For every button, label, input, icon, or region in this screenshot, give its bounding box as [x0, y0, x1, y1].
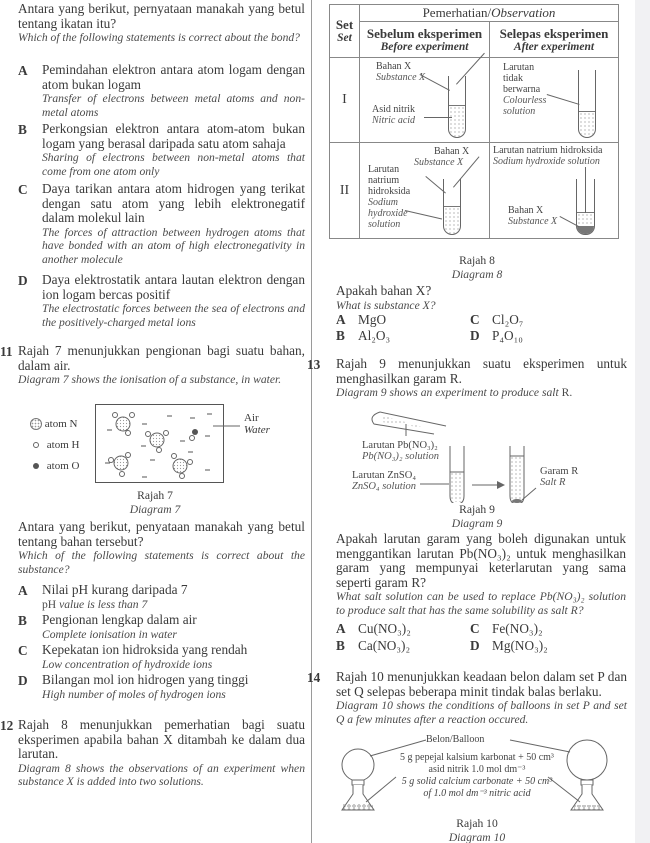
reagent-label: 5 g pepejal kalsium karbonat + 50 cm³ asid nitrik 1.0 mol dm⁻³ 5 g solid calcium carbonate + 50 cm³ of 1.0 mol dm⁻³ nitric acid — [400, 752, 554, 799]
spatula-icon — [456, 53, 485, 85]
option-formula: Ca(NO₃)₂ — [358, 638, 411, 653]
caption-ms: Rajah 8 — [459, 254, 495, 267]
option-formula: Al₂O₃ — [358, 328, 391, 343]
option-text-en: Transfer of electrons between metal atoms and non-metal atoms — [42, 92, 305, 119]
q13-intro: 13 Rajah 9 menunjukkan suatu eksperimen untuk menghasilkan garam R. Diagram 9 shows an experiment to produce salt R. — [307, 356, 627, 399]
option-text-ms: Bilangan mol ion hidrogen yang tinggi — [42, 672, 249, 687]
header-after: Selepas eksperimen After experiment — [490, 22, 619, 58]
caption-ms: Rajah 9 — [459, 503, 495, 516]
caption-ms: Rajah 10 — [456, 817, 498, 830]
q13-intro-en: Diagram 9 shows an experiment to produce salt — [336, 386, 559, 399]
q13-intro-ms: Rajah 9 menunjukkan suatu eksperimen untuk menghasilkan garam R. — [336, 356, 627, 386]
q13-option-d[interactable]: D Mg(NO₃)₂ — [470, 638, 548, 653]
option-formula: Mg(NO₃)₂ — [492, 638, 548, 653]
option-text-en: The forces of attraction between hydrogen atoms that have bonded with an atom of high electronegativity in another molecule — [42, 225, 305, 266]
pouring-tube-icon — [372, 412, 446, 436]
option-formula: Cl₂O₇ — [492, 312, 524, 327]
diagram-7 — [30, 404, 290, 484]
q11-stem-ms: Antara yang berikut, penyataan manakah yang betul tentang bahan tersebut? — [18, 519, 305, 549]
q11-intro-ms: Rajah 7 menunjukkan pengionan bagi suatu bahan, dalam air. — [18, 343, 305, 373]
atom-h-icon — [33, 442, 39, 448]
option-text-en-prefix: pH — [42, 597, 57, 611]
q11-intro — [0, 344, 305, 387]
q11-option-b[interactable] — [18, 613, 305, 641]
test-tube-icon — [510, 446, 524, 503]
before-cell: Bahan X Substance X Asid nitrik Nitric acid — [360, 58, 490, 143]
option-text-ms: Perkongsian elektron antara atom-atom bukan logam yang berasal daripada satu atom sahaja — [42, 121, 305, 151]
caption-ms: Rajah 7 — [137, 489, 173, 502]
q13-option-a[interactable]: A Cu(NO₃)₂ — [336, 621, 411, 636]
flask-p-icon — [342, 749, 374, 810]
ion-cluster — [109, 453, 131, 477]
legend-label: atom N — [44, 418, 78, 430]
question-number: 11 — [0, 344, 13, 359]
option-formula: Cu(NO₃)₂ — [358, 621, 411, 636]
after-cell: Larutan natrium hidroksida Sodium hydroxide solution Bahan X Substance X — [490, 143, 619, 239]
table-row — [330, 143, 619, 239]
table-row — [330, 58, 619, 143]
header-observation: Pemerhatian/Observation — [360, 5, 619, 22]
flask-q-icon — [567, 740, 607, 810]
test-tube-icon — [578, 70, 596, 138]
q12-option-d[interactable]: D P₄O₁₀ — [470, 328, 523, 343]
legend-atom-h — [30, 435, 79, 456]
test-tube-icon — [450, 446, 464, 503]
q10-stem-en: Which of the following statements is correct about the bond? — [18, 31, 300, 44]
option-formula: P₄O₁₀ — [492, 328, 523, 343]
q12-stem — [336, 284, 626, 312]
q13-option-c[interactable]: C Fe(NO₃)₂ — [470, 621, 543, 636]
question-number: 13 — [307, 357, 321, 372]
zn-label-ms: Larutan ZnSO₄ — [352, 470, 417, 481]
q10-option-b[interactable] — [18, 122, 305, 178]
water-label-ms: Air — [244, 412, 259, 424]
salt-label-en: Salt R — [540, 477, 566, 488]
option-text-en: High number of moles of hydrogen ions — [42, 687, 226, 701]
option-letter: C — [18, 643, 28, 658]
q12-intro — [0, 718, 305, 789]
precipitate — [577, 226, 594, 234]
option-formula: MgO — [358, 312, 387, 327]
viewer-side-panel — [635, 0, 650, 843]
q13-stem-en: What salt solution can be used to replace Pb(NO₃)₂ solution to produce salt that has the same solubility as salt R? — [336, 590, 626, 617]
arrow-icon — [472, 481, 505, 489]
q13-option-b[interactable]: B Ca(NO₃)₂ — [336, 638, 411, 653]
legend-label: atom H — [46, 439, 80, 451]
after-cell: Larutan tidak berwarna Colourless solution — [490, 58, 619, 143]
q12-intro-en: Diagram 8 shows the observations of an experiment when substance X is added into two solutions. — [18, 761, 305, 788]
q12-intro-ms: Rajah 8 menunjukkan pemerhatian bagi suatu eksperimen apabila bahan X ditambah ke dalam dua larutan. — [18, 717, 305, 761]
test-tube-icon — [448, 76, 466, 138]
option-letter: D — [18, 673, 28, 688]
q12-option-a[interactable]: A MgO — [336, 312, 387, 327]
header-before: Sebelum eksperimen Before experiment — [360, 22, 490, 58]
option-text-en: Low concentration of hydroxide ions — [42, 657, 213, 671]
option-letter: A — [18, 63, 28, 78]
option-text-en: value is less than 7 — [56, 597, 148, 611]
q11-stem-en: Which of the following statements is correct about the substance? — [18, 549, 305, 576]
option-letter: B — [18, 122, 27, 137]
balloon-label: Belon/Balloon — [426, 734, 485, 745]
q12-stem-ms: Apakah bahan X? — [336, 283, 432, 298]
q13-stem — [336, 532, 626, 617]
option-letter: C — [18, 182, 28, 197]
legend-atom-o — [30, 456, 79, 477]
q11-stem — [18, 520, 305, 576]
option-text-ms: Daya tarikan antara atom hidrogen yang terikat dengan satu atom yang lebih elektronegatif dalam molekul lain — [42, 181, 305, 225]
ion-cluster — [146, 431, 169, 453]
q10-option-a[interactable] — [18, 63, 305, 119]
option-text-ms: Pengionan lengkap dalam air — [42, 612, 197, 627]
set-label: I — [330, 58, 360, 143]
diagram-10-caption — [412, 818, 542, 843]
option-text-ms: Daya elektrostatik antara lautan elektron dengan ion logam bercas positif — [42, 272, 305, 302]
option-letter: A — [18, 583, 28, 598]
question-number: 12 — [0, 718, 14, 733]
q12-option-c[interactable]: C Cl₂O₇ — [470, 312, 524, 327]
q11-option-a[interactable] — [18, 583, 305, 611]
caption-en: Diagram 10 — [448, 830, 506, 843]
atom-n-icon — [30, 418, 42, 430]
legend-atom-n — [30, 414, 79, 435]
diagram-8-table — [329, 4, 619, 239]
diagram-7-caption — [90, 490, 220, 516]
q11-intro-en: Diagram 7 shows the ionisation of a substance, in water. — [18, 373, 282, 386]
option-text-ms: Pemindahan elektron antara atom logam dengan atom bukan logam — [42, 62, 305, 92]
option-letter: D — [18, 273, 28, 288]
q10-stem — [18, 2, 305, 45]
legend-label: atom O — [46, 460, 80, 472]
ion-cluster — [113, 413, 135, 436]
q14-intro-ms: Rajah 10 menunjukkan keadaan belon dalam set P dan set Q selepas beberapa minit tindak balas berlaku. — [336, 669, 627, 699]
caption-en: Diagram 7 — [129, 502, 181, 516]
ion-cluster — [172, 454, 193, 479]
q10-option-d[interactable] — [18, 273, 305, 329]
caption-en: Diagram 8 — [451, 267, 503, 281]
q14-intro — [307, 670, 627, 726]
header-set: Set Set — [330, 5, 360, 58]
salt-label-ms: Garam R — [540, 466, 579, 477]
diagram-9 — [322, 408, 627, 503]
option-letter: B — [18, 613, 27, 628]
question-number: 14 — [307, 670, 321, 685]
caption-en: Diagram 9 — [451, 516, 503, 530]
zn-label-en: ZnSO₄ solution — [352, 481, 417, 492]
q10-stem-ms: Antara yang berikut, pernyataan manakah yang betul tentang ikatan itu? — [18, 1, 305, 31]
q13-stem-ms: Apakah larutan garam yang boleh digunakan untuk menggantikan larutan Pb(NO₃)₂ untuk menghasilkan garam yang mempunyai keterlarutan yang sama seperti garam R? — [336, 531, 626, 590]
atom-o-icon — [33, 463, 39, 469]
q12-option-b[interactable]: B Al₂O₃ — [336, 328, 391, 343]
test-tube-icon — [443, 179, 461, 235]
set-label: II — [330, 143, 360, 239]
option-text-ms: Nilai pH kurang daripada 7 — [42, 582, 188, 597]
pb-label-ms: Larutan Pb(NO₃)₂ — [362, 440, 438, 451]
option-text-en: Complete ionisation in water — [42, 627, 177, 641]
q12-stem-en: What is substance X? — [336, 298, 436, 312]
hydroxide-ion — [190, 429, 199, 441]
q14-intro-en: Diagram 10 shows the conditions of balloons in set P and set Q a few minutes after a reaction occured. — [336, 699, 627, 726]
diagram-10 — [322, 732, 627, 812]
option-text-ms: Kepekatan ion hidroksida yang rendah — [42, 642, 248, 657]
diagram-8-caption — [412, 255, 542, 281]
diagram-9-caption — [412, 504, 542, 530]
before-cell: Bahan X Substance X Larutan natrium hidroksida Sodium hydroxide solution — [360, 143, 490, 239]
option-text-en: Sharing of electrons between non-metal atoms that come from one atom only — [42, 151, 305, 178]
q11-option-d[interactable] — [18, 673, 305, 701]
pb-label-en: Pb(NO₃)₂ solution — [362, 451, 440, 462]
q10-option-c[interactable] — [18, 182, 305, 266]
water-label-en: Water — [244, 424, 270, 436]
q11-option-c[interactable] — [18, 643, 305, 671]
option-text-en: The electrostatic forces between the sea of electrons and the positively-charged metal ions — [42, 302, 305, 329]
option-formula: Fe(NO₃)₂ — [492, 621, 543, 636]
